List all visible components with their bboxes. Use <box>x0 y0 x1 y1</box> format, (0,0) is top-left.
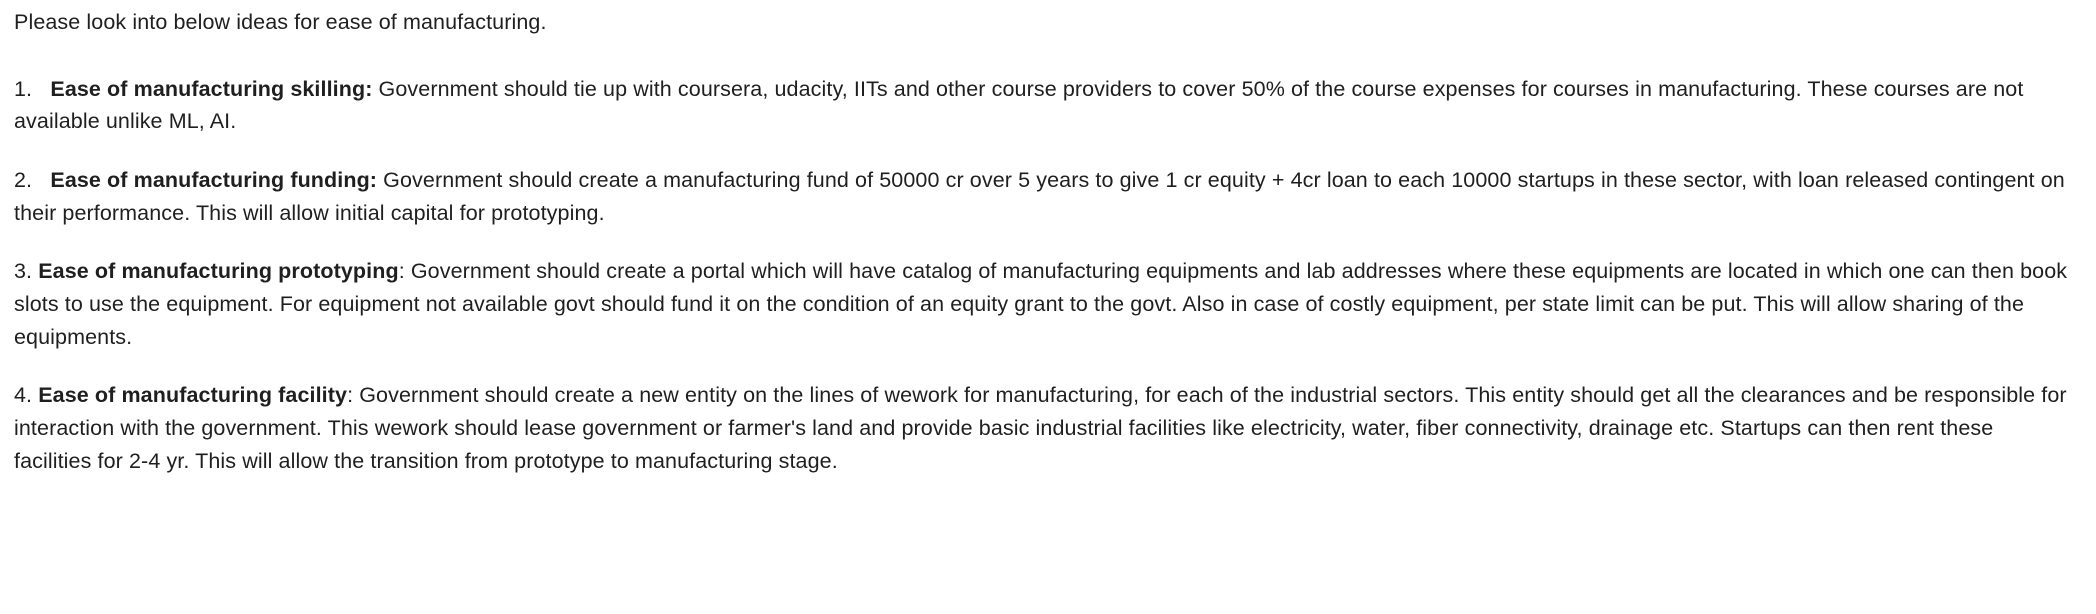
list-item-lead: Ease of manufacturing funding: <box>50 168 378 193</box>
list-item <box>14 255 2072 353</box>
list-item-text: : Government should create a portal which will have catalog of manufacturing equipments and lab addresses where these equipments are located in which one can then book slots to use the equipment. For equipment not available govt should fund it on the condition of an equity grant to the govt. Also in case of costly equipment, per state limit can be put. This will allow sharing of the equipments. <box>14 259 2068 349</box>
list-item-lead: Ease of manufacturing facility <box>38 383 348 408</box>
list-item-lead: Ease of manufacturing prototyping <box>38 259 399 284</box>
list-item-number: 3. <box>14 259 33 284</box>
list-item <box>14 73 2072 138</box>
spacer <box>38 168 50 192</box>
list-item <box>14 379 2072 477</box>
list-item-text: Government should create a manufacturing fund of 50000 cr over 5 years to give 1 cr equity + 4cr loan to each 10000 startups in these sector, with loan released contingent on their performance. This will allow initial capital for prototyping. <box>14 168 2065 225</box>
list-item-text: : Government should create a new entity on the lines of wework for manufacturing, for each of the industrial sectors. This entity should get all the clearances and be responsible for interaction with the government. This wework should lease government or farmer's land and provide basic industrial facilities like electricity, water, fiber connectivity, drainage etc. Startups can then rent these facilities for 2-4 yr. This will allow the transition from prototype to manufacturing stage. <box>14 383 2067 473</box>
list-item <box>14 164 2072 229</box>
list-item-text: Government should tie up with coursera, udacity, IITs and other course providers to cover 50% of the course expenses for courses in manufacturing. These courses are not available unlike ML, AI. <box>14 76 2024 134</box>
intro-paragraph: Please look into below ideas for ease of manufacturing. <box>14 10 547 34</box>
list-item-number: 1. <box>14 76 33 101</box>
list-item-number: 2. <box>14 168 33 193</box>
list-item-number: 4. <box>14 383 33 408</box>
spacer <box>38 77 50 101</box>
list-item-lead: Ease of manufacturing skilling: <box>50 76 373 101</box>
